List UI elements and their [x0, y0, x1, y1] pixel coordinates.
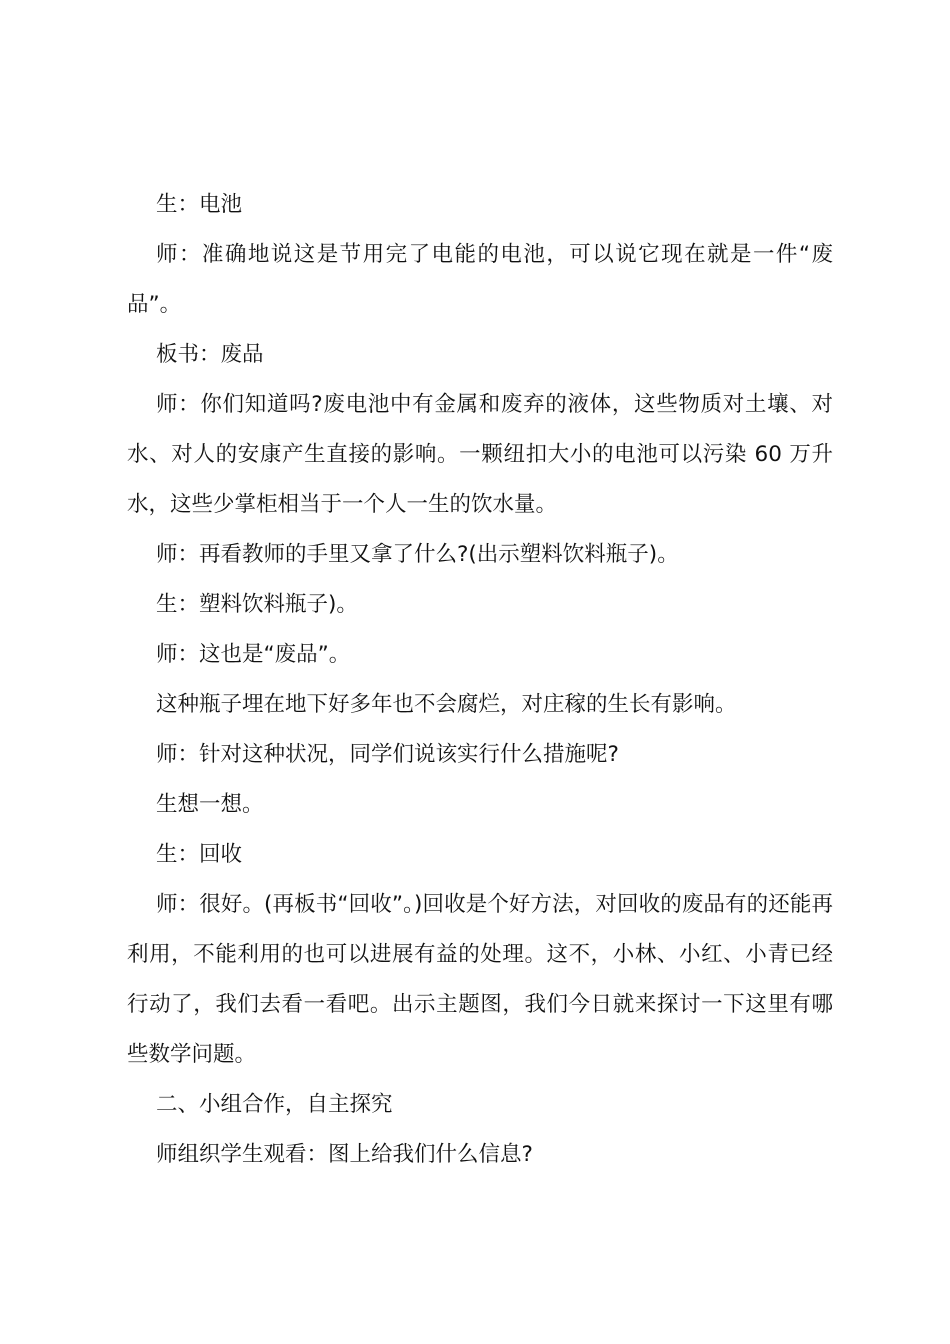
- paragraph-teacher-observe: 师组织学生观看：图上给我们什么信息?: [156, 1142, 533, 1167]
- paragraph-bottle-effect: 这种瓶子埋在地下好多年也不会腐烂，对庄稼的生长有影响。: [156, 692, 737, 717]
- paragraph-teacher-battery-pollution: 师：你们知道吗?废电池中有金属和废弃的液体，这些物质对土壤、对水、对人的安康产生直接的影响。一颗纽扣大小的电池可以污染 60 万升水，这些少掌柜相当于一个人一生的饮水量。: [127, 392, 833, 517]
- paragraph-teacher-recycling: 师：很好。(再板书“回收”。)回收是个好方法，对回收的废品有的还能再利用，不能利用的也可以进展有益的处理。这不，小林、小红、小青已经行动了，我们去看一看吧。出示主题图，我们今日就来探讨一下这里有哪些数学问题。: [127, 892, 833, 1067]
- paragraph-teacher-also-waste: 师：这也是“废品”。: [156, 642, 351, 667]
- paragraph-student-battery: 生：电池: [156, 192, 243, 217]
- paragraph-teacher-plastic-bottle: 师：再看教师的手里又拿了什么?(出示塑料饮料瓶子)。: [156, 542, 679, 567]
- section-heading-group-work: 二、小组合作，自主探究: [156, 1092, 393, 1117]
- paragraph-student-think: 生想一想。: [156, 792, 264, 817]
- paragraph-teacher-measures: 师：针对这种状况，同学们说该实行什么措施呢?: [156, 742, 619, 767]
- paragraph-board-waste: 板书：废品: [156, 342, 264, 367]
- lesson-transcript: [127, 180, 833, 1180]
- paragraph-student-plastic-bottle: 生：塑料饮料瓶子)。: [156, 592, 358, 617]
- paragraph-student-recycle: 生：回收: [156, 842, 243, 867]
- paragraph-teacher-waste: 师：准确地说这是节用完了电能的电池，可以说它现在就是一件“废品”。: [127, 242, 833, 317]
